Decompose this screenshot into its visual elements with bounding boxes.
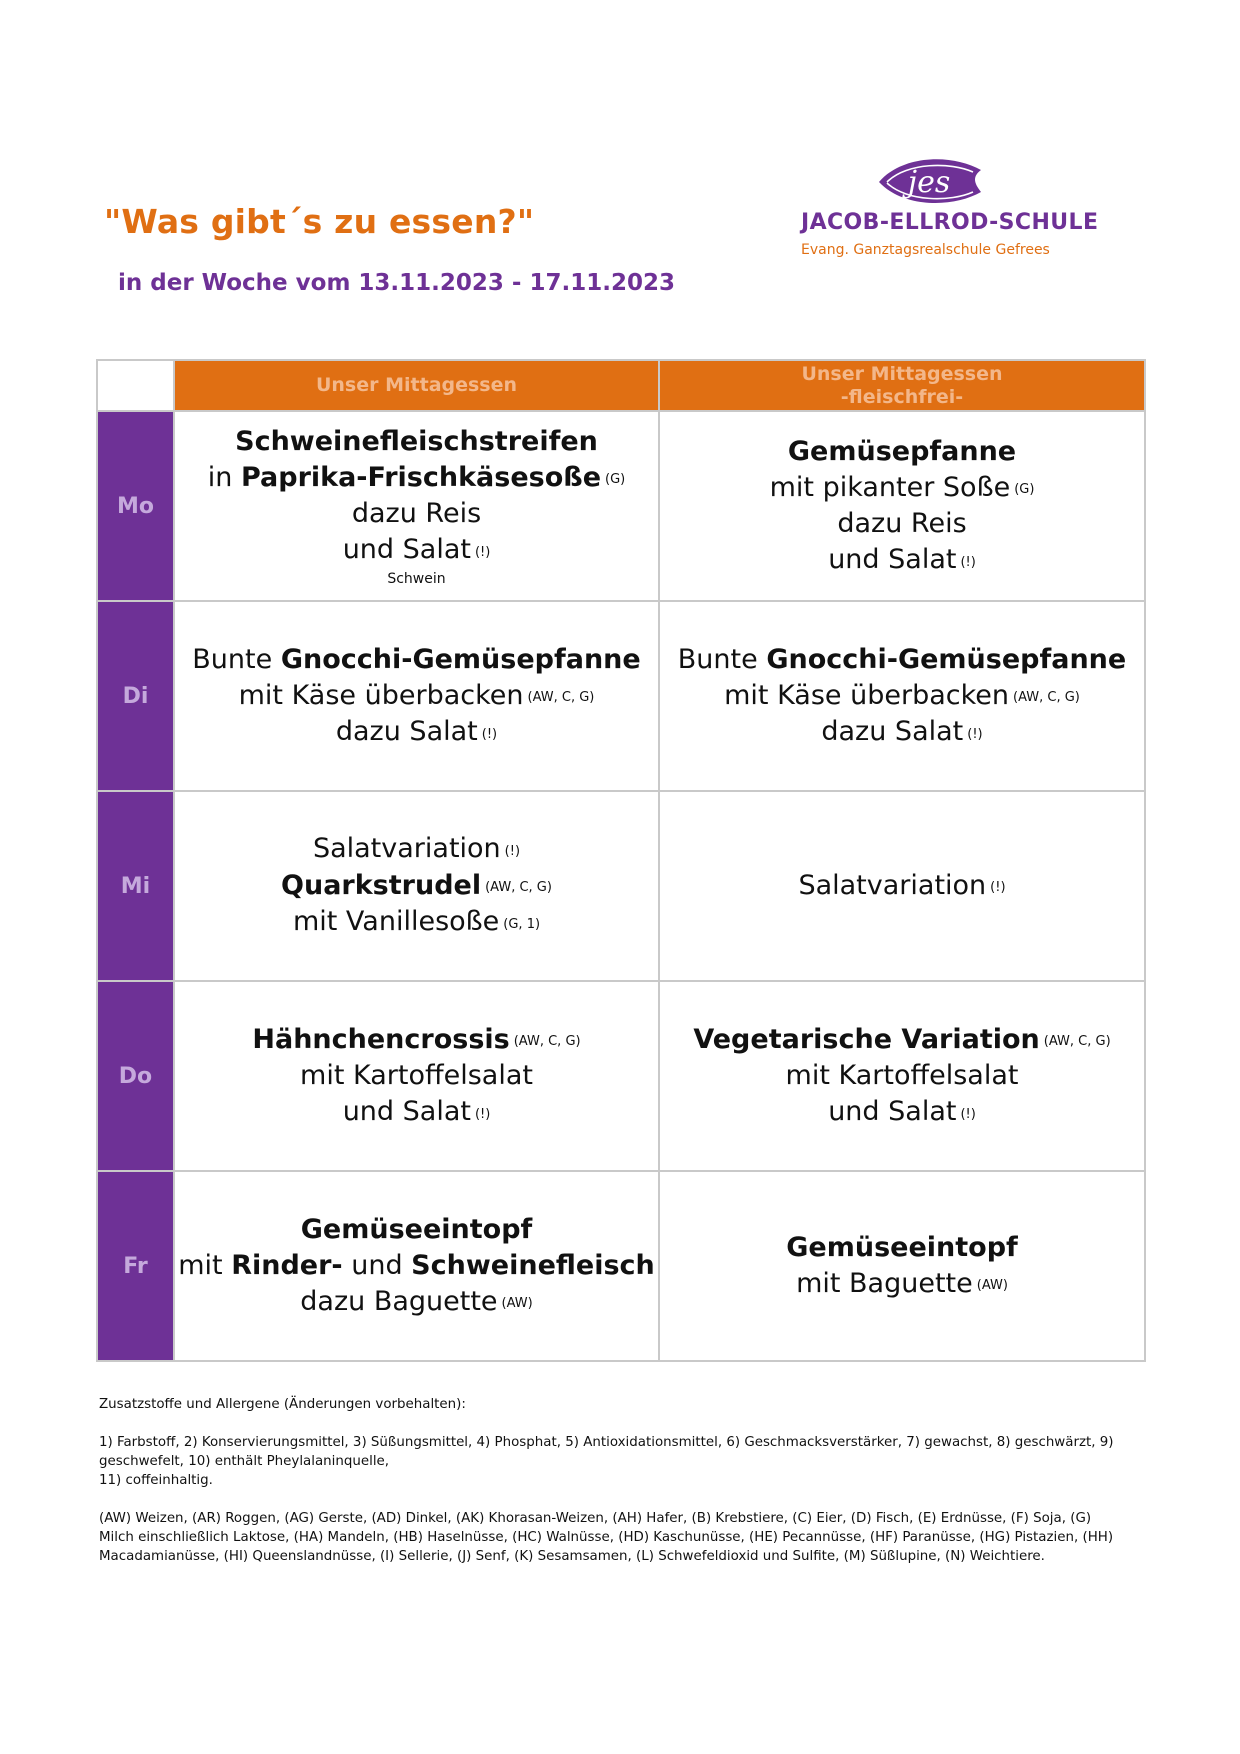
table-row-fr: [97, 1171, 1145, 1361]
dish-do-meatfree: Vegetarische Variation (AW, C, G) mit Kartoffelsalat und Salat (!): [659, 981, 1145, 1171]
day-label-mi: Mi: [97, 791, 174, 981]
header-corner-cell: [97, 360, 174, 411]
dish-mo-standard: Schweinefleischstreifen in Paprika-Frischkäsesoße (G) dazu Reis und Salat (!) Schwein: [174, 411, 659, 601]
dish-do-standard: Hähnchencrossis (AW, C, G) mit Kartoffelsalat und Salat (!): [174, 981, 659, 1171]
day-label-mo: Mo: [97, 411, 174, 601]
table-row-di: [97, 601, 1145, 791]
column-header-meatfree-line2: -fleischfrei-: [840, 385, 964, 408]
table-row-mi: [97, 791, 1145, 981]
dish-mo-meatfree: Gemüsepfanne mit pikanter Soße (G) dazu Reis und Salat (!): [659, 411, 1145, 601]
additives-list: 1) Farbstoff, 2) Konservierungsmittel, 3) Süßungsmittel, 4) Phosphat, 5) Antioxidationsmittel, 6) Geschmacksverstärker, 7) gewachst, 8) geschwärzt, 9) geschwefelt, 10) enthält Pheylalaninquelle, 11) coffeinhaltig.: [99, 1435, 1114, 1488]
dish-di-standard: Bunte Gnocchi-Gemüsepfanne mit Käse überbacken (AW, C, G) dazu Salat (!): [174, 601, 659, 791]
dish-mi-standard: Salatvariation (!) Quarkstrudel (AW, C, G) mit Vanillesoße (G, 1): [174, 791, 659, 981]
menu-table: [96, 359, 1146, 1362]
column-header-meatfree-line1: Unser Mittagessen: [801, 362, 1003, 385]
school-logo: [795, 152, 1099, 262]
column-header-standard: Unser Mittagessen: [174, 360, 659, 411]
dish-fr-standard: Gemüseeintopf mit Rinder- und Schweinefleisch dazu Baguette (AW): [174, 1171, 659, 1361]
day-label-do: Do: [97, 981, 174, 1171]
allergens-list: (AW) Weizen, (AR) Roggen, (AG) Gerste, (AD) Dinkel, (AK) Khorasan-Weizen, (AH) Hafer, (B) Krebstiere, (C) Eier, (D) Fisch, (E) Erdnüsse, (F) Soja, (G) Milch einschließlich Laktose, (HA) Mandeln, (HB) Haselnüsse, (HC) Walnüsse, (HD) Kaschunüsse, (HE) Pecannüsse, (HF) Paranüsse, (HG) Pistazien, (HH) Macadamianüsse, (HI) Queenslandnüsse, (I) Sellerie, (J) Senf, (K) Sesamsamen, (L) Schwefeldioxid und Sulfite, (M) Süßlupine, (N) Weichtiere.: [99, 1511, 1114, 1564]
week-subtitle: in der Woche vom 13.11.2023 - 17.11.2023: [118, 270, 675, 296]
fish-logo-icon: [873, 152, 993, 210]
allergen-notes: [99, 1395, 1129, 1585]
dish-note: Schwein: [387, 570, 446, 587]
dish-fr-meatfree: Gemüseeintopf mit Baguette (AW): [659, 1171, 1145, 1361]
notes-heading: Zusatzstoffe und Allergene (Änderungen vorbehalten):: [99, 1397, 466, 1412]
dish-mi-meatfree: Salatvariation (!): [659, 791, 1145, 981]
column-header-meatfree: [659, 360, 1145, 411]
table-row-mo: [97, 411, 1145, 601]
page-title: "Was gibt´s zu essen?": [104, 202, 535, 241]
day-label-fr: Fr: [97, 1171, 174, 1361]
school-tagline: Evang. Ganztagsrealschule Gefrees: [801, 242, 1050, 258]
day-label-di: Di: [97, 601, 174, 791]
table-row-do: [97, 981, 1145, 1171]
school-name: JACOB-ELLROD-SCHULE: [801, 210, 1099, 235]
dish-di-meatfree: Bunte Gnocchi-Gemüsepfanne mit Käse überbacken (AW, C, G) dazu Salat (!): [659, 601, 1145, 791]
table-header-row: [97, 360, 1145, 411]
logo-mark-text: jes: [907, 165, 951, 200]
